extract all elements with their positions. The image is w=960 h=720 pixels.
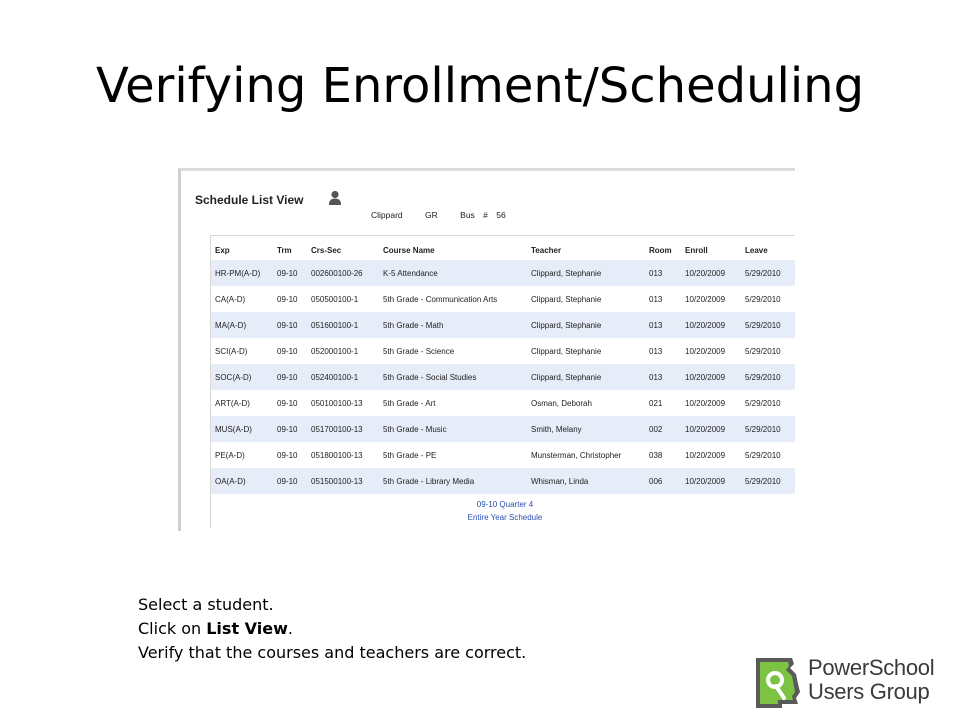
cell-teacher: Clippard, Stephanie (527, 260, 645, 286)
cell-leave: 5/29/2010 (741, 416, 795, 442)
cell-room: 002 (645, 416, 681, 442)
cell-crs-sec: 052000100-1 (307, 338, 379, 364)
cell-enroll: 10/20/2009 (681, 416, 741, 442)
cell-crs-sec: 002600100-26 (307, 260, 379, 286)
col-header-course-name: Course Name (383, 245, 435, 255)
entire-year-schedule-link[interactable]: Entire Year Schedule (467, 513, 543, 522)
col-header-crs-sec: Crs-Sec (311, 245, 342, 255)
cell-exp: ART(A-D) (211, 390, 273, 416)
table-row[interactable] (211, 468, 795, 494)
schedule-table-container (210, 235, 795, 528)
cell-room: 013 (645, 260, 681, 286)
cell-leave: 5/29/2010 (741, 338, 795, 364)
table-row[interactable] (211, 442, 795, 468)
instruction-line-1: Select a student. (138, 595, 274, 614)
person-icon (328, 190, 342, 206)
cell-exp: MA(A-D) (211, 312, 273, 338)
cell-trm: 09-10 (273, 260, 307, 286)
cell-enroll: 10/20/2009 (681, 442, 741, 468)
schedule-view-title: Schedule List View (195, 193, 304, 207)
cell-teacher: Clippard, Stephanie (527, 364, 645, 390)
col-header-leave: Leave (745, 245, 768, 255)
cell-leave: 5/29/2010 (741, 286, 795, 312)
instruction-line-2-suffix: . (287, 619, 293, 638)
cell-teacher: Clippard, Stephanie (527, 312, 645, 338)
cell-course-name: 5th Grade - Communication Arts (379, 286, 527, 312)
col-header-teacher: Teacher (531, 245, 562, 255)
cell-teacher: Clippard, Stephanie (527, 338, 645, 364)
cell-course-name: 5th Grade - Music (379, 416, 527, 442)
table-row[interactable] (211, 312, 795, 338)
cell-enroll: 10/20/2009 (681, 286, 741, 312)
logo-line-2: Users Group (808, 679, 930, 704)
table-row[interactable] (211, 338, 795, 364)
cell-crs-sec: 051800100-13 (307, 442, 379, 468)
col-header-trm: Trm (277, 245, 292, 255)
powerschool-users-group-logo (752, 652, 952, 712)
instruction-list-view-emphasis: List View (206, 619, 288, 638)
schedule-table (211, 236, 795, 494)
cell-crs-sec: 050100100-13 (307, 390, 379, 416)
cell-teacher: Smith, Melany (527, 416, 645, 442)
cell-leave: 5/29/2010 (741, 390, 795, 416)
cell-course-name: 5th Grade - Science (379, 338, 527, 364)
cell-teacher: Whisman, Linda (527, 468, 645, 494)
instruction-line-2 (138, 617, 526, 641)
cell-enroll: 10/20/2009 (681, 338, 741, 364)
table-row[interactable] (211, 286, 795, 312)
cell-trm: 09-10 (273, 286, 307, 312)
cell-teacher: Osman, Deborah (527, 390, 645, 416)
cell-trm: 09-10 (273, 312, 307, 338)
quarter-schedule-link[interactable]: 09-10 Quarter 4 (476, 500, 534, 509)
cell-trm: 09-10 (273, 442, 307, 468)
student-bus: Bus # 56 (460, 210, 506, 220)
cell-enroll: 10/20/2009 (681, 390, 741, 416)
cell-room: 006 (645, 468, 681, 494)
cell-teacher: Clippard, Stephanie (527, 286, 645, 312)
cell-crs-sec: 052400100-1 (307, 364, 379, 390)
cell-leave: 5/29/2010 (741, 312, 795, 338)
cell-leave: 5/29/2010 (741, 442, 795, 468)
cell-course-name: K-5 Attendance (379, 260, 527, 286)
cell-room: 013 (645, 312, 681, 338)
slide-title: Verifying Enrollment/Scheduling (95, 58, 865, 114)
logo-text (808, 656, 934, 704)
cell-crs-sec: 050500100-1 (307, 286, 379, 312)
cell-room: 013 (645, 286, 681, 312)
student-grade: GR (425, 210, 438, 220)
col-header-exp: Exp (215, 245, 230, 255)
instructions (138, 593, 526, 665)
cell-course-name: 5th Grade - Library Media (379, 468, 527, 494)
cell-trm: 09-10 (273, 338, 307, 364)
cell-course-name: 5th Grade - Math (379, 312, 527, 338)
cell-crs-sec: 051600100-1 (307, 312, 379, 338)
cell-exp: SCI(A-D) (211, 338, 273, 364)
cell-exp: SOC(A-D) (211, 364, 273, 390)
logo-line-1: PowerSchool (808, 655, 935, 680)
student-name: Clippard (371, 210, 403, 220)
cell-leave: 5/29/2010 (741, 468, 795, 494)
cell-trm: 09-10 (273, 416, 307, 442)
cell-enroll: 10/20/2009 (681, 312, 741, 338)
cell-course-name: 5th Grade - PE (379, 442, 527, 468)
cell-room: 038 (645, 442, 681, 468)
cell-exp: CA(A-D) (211, 286, 273, 312)
cell-leave: 5/29/2010 (741, 260, 795, 286)
cell-enroll: 10/20/2009 (681, 364, 741, 390)
cell-exp: HR-PM(A-D) (211, 260, 273, 286)
table-row[interactable] (211, 390, 795, 416)
cell-room: 021 (645, 390, 681, 416)
cell-enroll: 10/20/2009 (681, 468, 741, 494)
cell-crs-sec: 051700100-13 (307, 416, 379, 442)
table-row[interactable] (211, 260, 795, 286)
instruction-line-3: Verify that the courses and teachers are correct. (138, 643, 527, 662)
cell-exp: MUS(A-D) (211, 416, 273, 442)
cell-course-name: 5th Grade - Social Studies (379, 364, 527, 390)
cell-exp: PE(A-D) (211, 442, 273, 468)
cell-trm: 09-10 (273, 468, 307, 494)
table-row[interactable] (211, 364, 795, 390)
cell-exp: OA(A-D) (211, 468, 273, 494)
student-info (371, 210, 520, 220)
cell-crs-sec: 051500100-13 (307, 468, 379, 494)
table-header-row (211, 236, 795, 260)
schedule-screenshot (178, 168, 795, 531)
cell-course-name: 5th Grade - Art (379, 390, 527, 416)
cell-room: 013 (645, 338, 681, 364)
col-header-room: Room (649, 245, 672, 255)
cell-leave: 5/29/2010 (741, 364, 795, 390)
missouri-state-outline-icon (752, 652, 804, 712)
table-row[interactable] (211, 416, 795, 442)
cell-trm: 09-10 (273, 364, 307, 390)
instruction-line-2-prefix: Click on (138, 619, 207, 638)
schedule-links (211, 498, 795, 524)
cell-trm: 09-10 (273, 390, 307, 416)
cell-teacher: Munsterman, Christopher (527, 442, 645, 468)
cell-enroll: 10/20/2009 (681, 260, 741, 286)
cell-room: 013 (645, 364, 681, 390)
col-header-enroll: Enroll (685, 245, 708, 255)
